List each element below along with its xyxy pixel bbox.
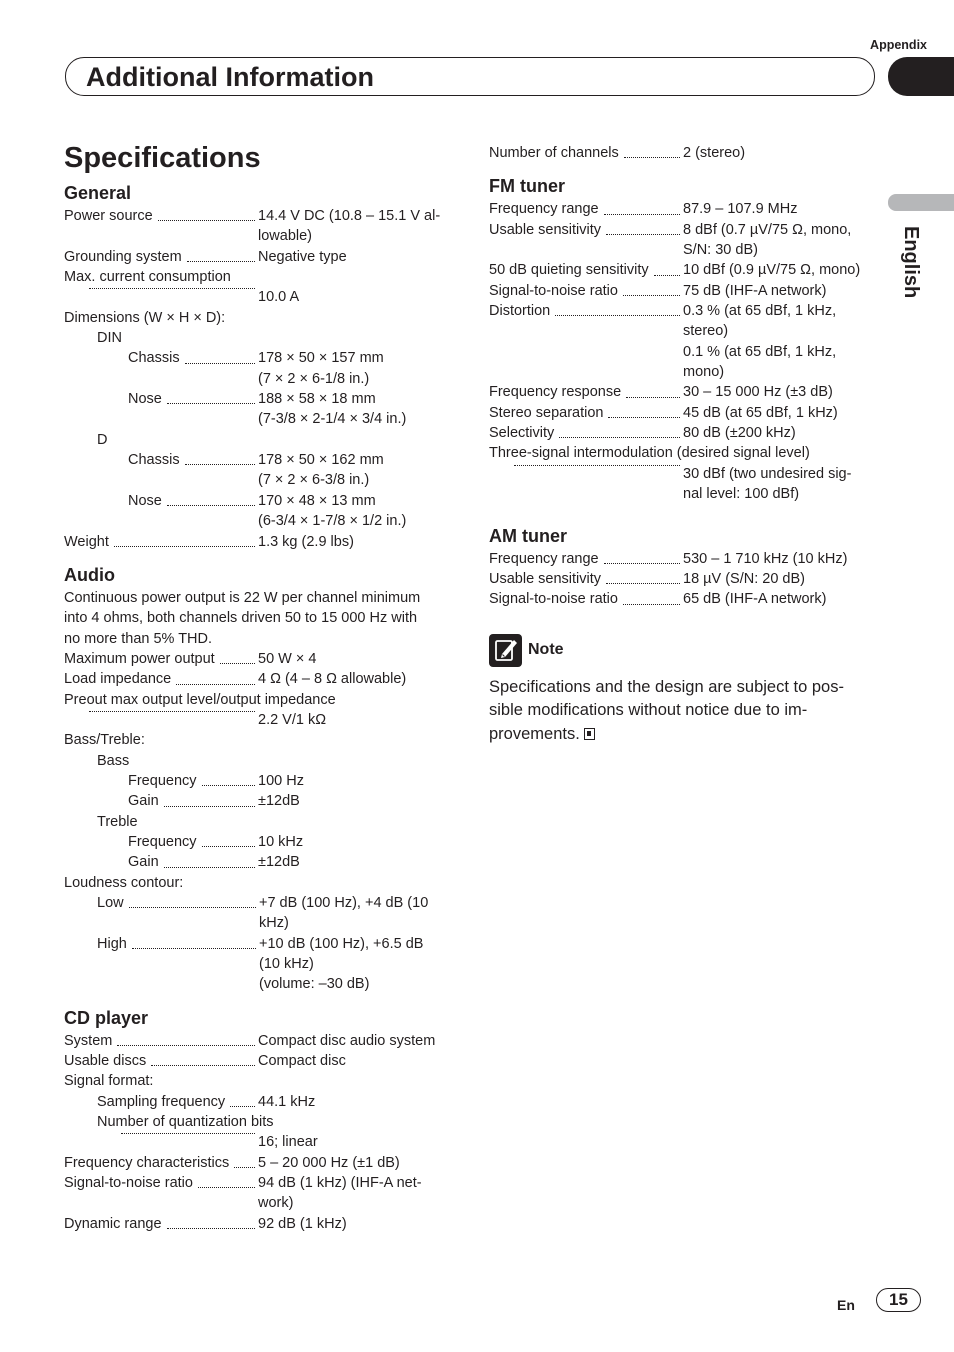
spec-label: Signal-to-noise ratio — [64, 1175, 193, 1192]
spec-label: Chassis — [128, 452, 180, 469]
spec-label: Number of channels — [489, 145, 619, 161]
spec-value: +7 dB (100 Hz), +4 dB (10 — [259, 895, 429, 911]
spec-label: Distortion — [489, 303, 551, 320]
spec-row — [64, 934, 454, 995]
note-pencil-icon — [489, 634, 522, 667]
spec-value: 80 dB (±200 kHz) — [683, 425, 796, 442]
spec-label: Load impedance — [64, 671, 172, 688]
spec-value: 170 × 48 × 13 mm — [258, 492, 376, 509]
spec-label: Bass — [97, 752, 130, 769]
spec-label: High — [97, 935, 127, 952]
section-header — [65, 57, 875, 96]
spec-label: Signal-to-noise ratio — [489, 591, 618, 608]
spec-value: 2.2 V/1 kΩ — [258, 711, 327, 728]
spec-value: lowable) — [258, 228, 312, 245]
spec-row — [489, 549, 879, 569]
spec-label: D — [97, 431, 108, 448]
spec-value: 2 (stereo) — [683, 145, 746, 161]
spec-row — [489, 423, 879, 443]
spec-row — [64, 247, 454, 267]
spec-label: Usable sensitivity — [489, 570, 602, 587]
spec-label: 50 dB quieting sensitivity — [489, 262, 649, 279]
spec-row — [64, 532, 454, 552]
spec-label: Low — [97, 895, 124, 911]
spec-row — [64, 649, 454, 669]
footer-language: En — [837, 1297, 855, 1313]
spec-row — [64, 791, 454, 811]
spec-label: Signal-to-noise ratio — [489, 282, 618, 299]
spec-row — [64, 893, 454, 934]
spec-value: 44.1 kHz — [258, 1093, 316, 1110]
spec-label: Dimensions (W × H × D): — [64, 309, 226, 326]
spec-value: 14.4 V DC (10.8 – 15.1 V al- — [258, 208, 441, 224]
spec-row — [64, 491, 454, 532]
spec-label: Nose — [128, 492, 162, 509]
spec-row — [64, 1051, 454, 1071]
spec-label: Max. current consumption — [64, 269, 231, 286]
spec-value: 50 W × 4 — [258, 650, 317, 667]
spec-row — [64, 1092, 454, 1112]
spec-value: 18 µV (S/N: 20 dB) — [683, 570, 805, 587]
spec-label: Nose — [128, 391, 162, 408]
audio-heading: Audio — [64, 564, 115, 585]
spec-value: 5 – 20 000 Hz (±1 dB) — [258, 1154, 400, 1171]
spec-row — [64, 348, 454, 389]
spec-row — [489, 464, 879, 505]
spec-label: Frequency — [128, 833, 197, 850]
spec-label: Frequency range — [489, 201, 599, 218]
fm-tuner-heading: FM tuner — [489, 176, 565, 197]
spec-label: Preout max output level/output impedance — [64, 691, 336, 708]
spec-value: (7 × 2 × 6-1/8 in.) — [258, 370, 370, 387]
spec-label: Frequency response — [489, 384, 622, 401]
spec-label: Weight — [64, 533, 109, 550]
spec-value: 10 dBf (0.9 µV/75 Ω, mono) — [683, 262, 861, 279]
left-column — [64, 182, 454, 1234]
page-title: Specifications — [64, 142, 261, 174]
spec-label: Stereo separation — [489, 404, 604, 421]
spec-label: Gain — [128, 793, 159, 810]
spec-value: 87.9 – 107.9 MHz — [683, 201, 798, 218]
spec-value: kHz) — [259, 915, 289, 932]
spec-value: 0.3 % (at 65 dBf, 1 kHz, — [683, 303, 837, 320]
spec-row — [64, 852, 454, 872]
header-tab-marker — [888, 57, 954, 96]
spec-value: ±12dB — [258, 793, 300, 810]
spec-value: 92 dB (1 kHz) — [258, 1215, 347, 1232]
spec-label: DIN — [97, 330, 122, 347]
spec-label: Number of quantization bits — [97, 1114, 274, 1131]
note-header — [489, 634, 879, 667]
spec-row — [64, 1153, 454, 1173]
spec-row — [489, 220, 879, 261]
spec-label: Frequency range — [489, 550, 599, 567]
cd-player-heading: CD player — [64, 1007, 149, 1028]
spec-row — [64, 710, 454, 730]
spec-value: nal level: 100 dBf) — [683, 486, 800, 503]
paragraph-line: Continuous power output is 22 W per channel minimum — [64, 589, 421, 606]
spec-value: Negative type — [258, 248, 347, 265]
spec-value: 10 kHz — [258, 833, 304, 850]
language-tab-marker — [888, 194, 954, 211]
spec-row — [64, 1173, 454, 1214]
spec-value: 75 dB (IHF-A network) — [683, 282, 827, 299]
spec-label: Usable sensitivity — [489, 221, 602, 238]
appendix-label: Appendix — [870, 38, 927, 52]
spec-label: Frequency — [128, 772, 197, 789]
note-title: Note — [528, 640, 564, 658]
spec-value: ±12dB — [258, 854, 300, 871]
spec-label: Loudness contour: — [64, 874, 184, 891]
spec-value: (6-3/4 × 1-7/8 × 1/2 in.) — [258, 513, 407, 530]
spec-row — [489, 281, 879, 301]
spec-row — [489, 260, 879, 280]
spec-row — [64, 1132, 454, 1152]
spec-label: Gain — [128, 854, 159, 871]
note-text — [489, 676, 879, 747]
spec-row — [64, 1031, 454, 1051]
spec-value: Compact disc — [258, 1053, 346, 1070]
spec-value: Compact disc audio system — [258, 1032, 436, 1049]
language-side-label: English — [900, 226, 922, 299]
spec-row — [489, 403, 879, 423]
spec-row — [489, 301, 879, 382]
spec-row — [64, 389, 454, 430]
spec-row — [64, 287, 454, 307]
spec-row — [64, 669, 454, 689]
spec-row — [64, 771, 454, 791]
spec-label: Frequency characteristics — [64, 1154, 230, 1171]
spec-value: 8 dBf (0.7 µV/75 Ω, mono, — [683, 221, 852, 238]
spec-label: Dynamic range — [64, 1215, 162, 1232]
spec-value: 188 × 58 × 18 mm — [258, 391, 376, 408]
spec-label: Treble — [97, 813, 138, 830]
spec-value: (7-3/8 × 2-1/4 × 3/4 in.) — [258, 411, 407, 428]
spec-value: 178 × 50 × 162 mm — [258, 452, 384, 469]
spec-row — [489, 569, 879, 589]
spec-value: 94 dB (1 kHz) (IHF-A net- — [258, 1175, 422, 1192]
spec-value: (10 kHz) — [259, 956, 314, 973]
spec-value: 45 dB (at 65 dBf, 1 kHz) — [683, 404, 838, 421]
spec-value: 4 Ω (4 – 8 Ω allowable) — [258, 671, 407, 688]
spec-value: 30 – 15 000 Hz (±3 dB) — [683, 384, 833, 401]
paragraph-line: no more than 5% THD. — [64, 630, 213, 647]
right-column — [489, 143, 879, 746]
spec-label: Bass/Treble: — [64, 732, 145, 749]
spec-label: System — [64, 1032, 113, 1049]
spec-label: Power source — [64, 208, 153, 224]
spec-value: work) — [258, 1195, 294, 1212]
spec-label: Chassis — [128, 350, 180, 367]
spec-label: Three-signal intermodulation (desired signal level) — [489, 445, 810, 462]
spec-row — [64, 206, 454, 247]
paragraph-line: into 4 ohms, both channels driven 50 to 15 000 Hz with — [64, 610, 418, 627]
note-line: Specifications and the design are subject to pos- — [489, 677, 844, 696]
general-heading: General — [64, 183, 132, 203]
spec-value: 0.1 % (at 65 dBf, 1 kHz, — [683, 343, 837, 360]
spec-value: 178 × 50 × 157 mm — [258, 350, 384, 367]
spec-row — [64, 450, 454, 491]
note-line: provements. — [489, 724, 580, 743]
spec-label: Signal format: — [64, 1073, 154, 1090]
spec-value: (7 × 2 × 6-3/8 in.) — [258, 472, 370, 489]
note-line: sible modifications without notice due to im- — [489, 701, 808, 720]
spec-value: 65 dB (IHF-A network) — [683, 591, 827, 608]
spec-value: 1.3 kg (2.9 lbs) — [258, 533, 354, 550]
end-of-section-icon — [584, 728, 595, 740]
spec-row — [64, 832, 454, 852]
spec-row — [489, 589, 879, 609]
spec-label: Sampling frequency — [97, 1093, 226, 1110]
spec-value: (volume: –30 dB) — [259, 976, 370, 993]
spec-value: 100 Hz — [258, 772, 304, 789]
spec-row — [64, 1214, 454, 1234]
spec-value: 10.0 A — [258, 289, 300, 306]
spec-value: S/N: 30 dB) — [683, 242, 758, 259]
spec-row — [489, 382, 879, 402]
spec-value: 30 dBf (two undesired sig- — [683, 465, 852, 482]
spec-label: Grounding system — [64, 248, 182, 265]
spec-row — [489, 143, 879, 163]
spec-row — [489, 199, 879, 219]
spec-value: 16; linear — [258, 1134, 318, 1151]
spec-label: Maximum power output — [64, 650, 215, 667]
spec-label: Selectivity — [489, 425, 555, 442]
spec-value: mono) — [683, 364, 725, 381]
spec-label: Usable discs — [64, 1053, 147, 1070]
section-title: Additional Information — [86, 62, 374, 92]
spec-value: +10 dB (100 Hz), +6.5 dB — [259, 935, 424, 952]
page-number: 15 — [876, 1288, 921, 1312]
am-tuner-heading: AM tuner — [489, 525, 567, 546]
spec-value: 530 – 1 710 kHz (10 kHz) — [683, 550, 848, 567]
spec-value: stereo) — [683, 323, 729, 340]
